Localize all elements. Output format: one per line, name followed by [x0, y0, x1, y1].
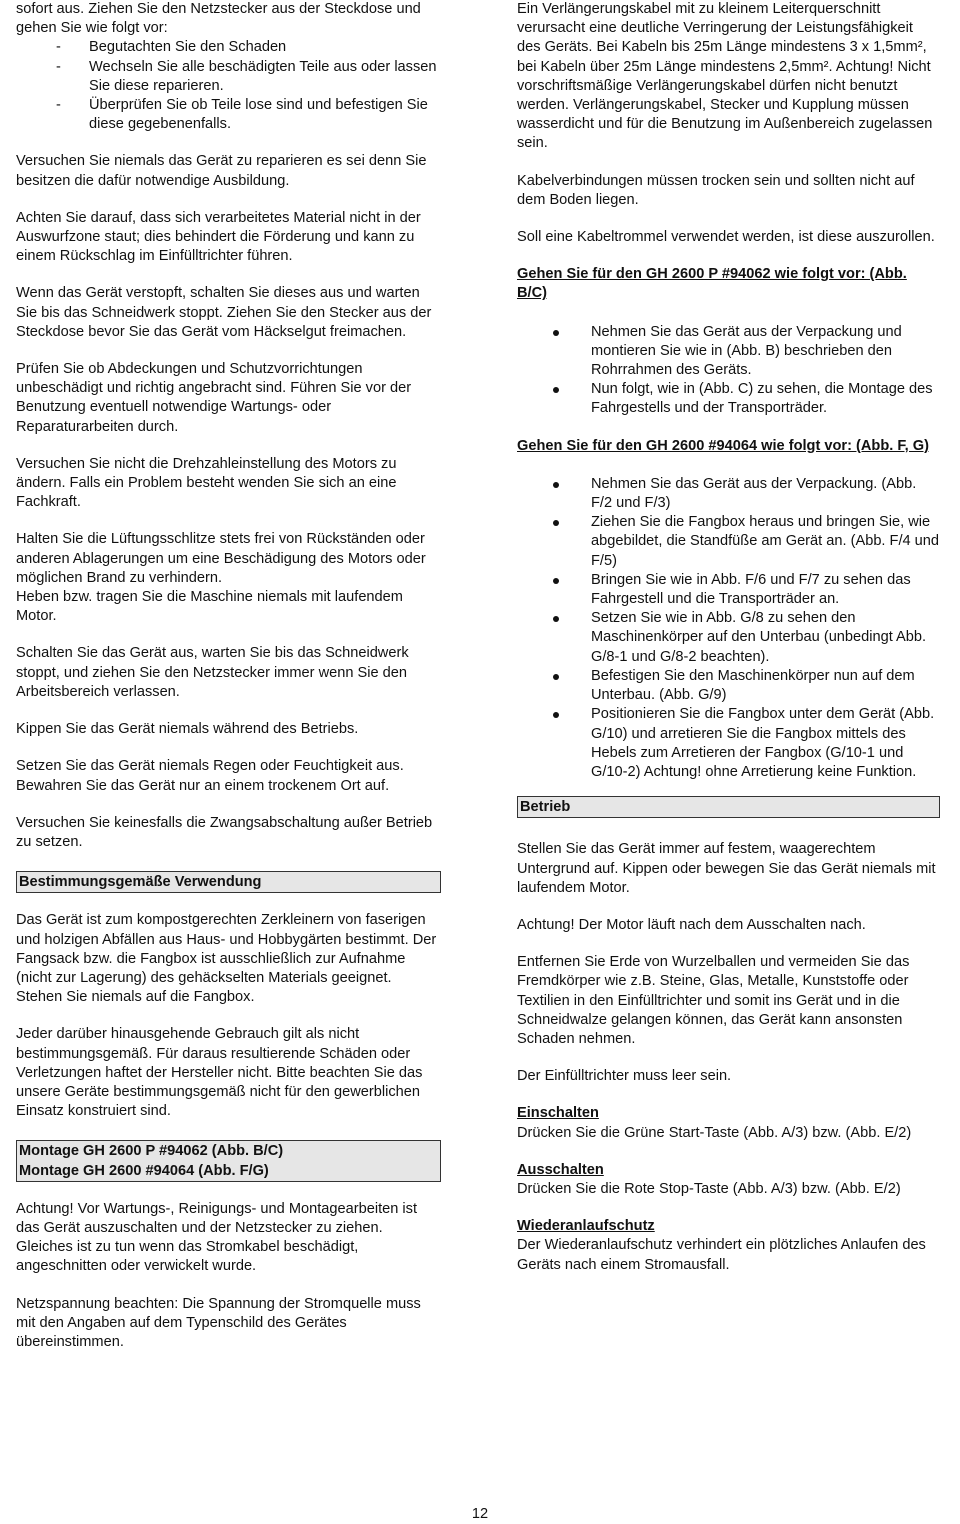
paragraph-purpose: Das Gerät ist zum kompostgerechten Zerkleinern von faserigen und holzigen Abfällen aus Haus- und Hobbygärten bestimmt. Der Fangsack bzw. die Fangbox ist ausschließlich zur Aufnahme (nicht zur Lagerung) des gehäckselten Materials geeignet. Stehen Sie niemals auf die Fangbox. [16, 912, 437, 1006]
heading-restart-protection: Wiederanlaufschutz [517, 1218, 655, 1235]
dash-marker: - [56, 97, 61, 114]
dash-item: - Überprüfen Sie ob Teile lose sind und befestigen Sie diese gegebenenfalls. [56, 97, 428, 133]
steps-94064-list [517, 475, 940, 782]
paragraph-connections: Kabelverbindungen müssen trocken sein und sollten nicht auf dem Boden liegen. [517, 172, 915, 208]
paragraph-cable-reel: Soll eine Kabeltrommel verwendet werden, ist diese auszurollen. [517, 229, 935, 246]
assembly-heading-94062: Montage GH 2600 P #94062 (Abb. B/C) [19, 1143, 284, 1160]
paragraph-extension-cable: Ein Verlängerungskabel mit zu kleinem Leiterquerschnitt verursacht eine deutliche Verringerung der Leistungsfähigkeit des Geräts. Bei Kabeln bis 25m Länge mindestens 3 x 1,5mm², bei Kabeln über 25m Länge mindestens 2,5mm². Achtung! Nicht vorschriftsmäßige Verlängerungskabel dürfen nicht benutzt werden. Verlängerungskabel, Stecker und Kupplung müssen wasserdicht und für die Benutzung im Außenbereich zugelassen sein. [517, 1, 933, 152]
heading-switch-on: Einschalten [517, 1105, 599, 1122]
section-heading-operation: Betrieb [517, 796, 940, 818]
section-heading-use: Bestimmungsgemäße Verwendung [16, 871, 441, 893]
paragraph-clog: Wenn das Gerät verstopft, schalten Sie dieses aus und warten Sie bis das Schneidwerk stoppt. Ziehen Sie den Stecker aus der Steckdose bevor Sie das Gerät vom Häckselgut freimachen. [16, 285, 432, 340]
paragraph-misuse: Jeder darüber hinausgehende Gebrauch gilt als nicht bestimmungsgemäß. Für daraus resultierende Schäden oder Verletzungen haftet der Hersteller nicht. Bitte beachten Sie das unsere Geräte bestimmungsgemäß nicht für den gewerblichen Einsatz konstruiert sind. [16, 1026, 423, 1120]
paragraph-voltage: Netzspannung beachten: Die Spannung der Stromquelle muss mit den Angaben auf dem Typenschild des Gerätes übereinstimmen. [16, 1295, 421, 1350]
paragraph-shutdown: Versuchen Sie keinesfalls die Zwangsabschaltung außer Betrieb zu setzen. [16, 814, 433, 850]
dash-item: - Wechseln Sie alle beschädigten Teile aus oder lassen Sie diese reparieren. [56, 58, 437, 94]
paragraph-covers: Prüfen Sie ob Abdeckungen und Schutzvorrichtungen unbeschädigt und richtig angebracht sind. Führen Sie vor der Benutzung eventuell notwendige Wartungs- oder Reparaturarbeiten durch. [16, 361, 412, 435]
list-item: Befestigen Sie den Maschinenkörper nun auf dem Unterbau. (Abb. G/9) [517, 667, 940, 705]
bullet-icon [553, 674, 559, 680]
paragraph-repair: Versuchen Sie niemals das Gerät zu reparieren es sei denn Sie besitzen die dafür notwendige Ausbildung. [16, 153, 427, 189]
paragraph-ejection: Achten Sie darauf, dass sich verarbeitetes Material nicht in der Auswurfzone staut; dies behindert die Förderung und kann zu einem Rückschlag im Einfülltrichter führen. [16, 209, 421, 265]
bullet-icon [553, 578, 559, 584]
section-heading-assembly [16, 1140, 441, 1181]
heading-94062-steps: Gehen Sie für den GH 2600 P #94062 wie folgt vor: (Abb. B/C) [517, 266, 907, 302]
page-number: 12 [471, 1506, 489, 1522]
bullet-icon [553, 482, 559, 488]
dash-marker: - [56, 39, 61, 56]
paragraph-warning: Achtung! Vor Wartungs-, Reinigungs- und Montagearbeiten ist das Gerät auszuschalten und der Netzstecker zu ziehen. Gleiches ist zu tun wenn das Stromkabel beschädigt, angeschnitten oder verwickelt wurde. [16, 1200, 418, 1275]
paragraph-speed: Versuchen Sie nicht die Drehzahleinstellung des Motors zu ändern. Falls ein Problem besteht wenden Sie sich an eine Fachkraft. [16, 455, 397, 511]
dash-marker: - [56, 58, 61, 75]
bullet-icon [553, 520, 559, 526]
bullet-icon [553, 712, 559, 718]
bullet-icon [553, 330, 559, 336]
dash-item: - Begutachten Sie den Schaden [16, 38, 441, 57]
list-item: Positionieren Sie die Fangbox unter dem Gerät (Abb. G/10) und arretieren Sie die Fangbox mittels des Hebels zum Arretieren der Fangbox (G/10-1 und G/10-2) Achtung! ohne Arretierung keine Funktion. [517, 705, 940, 782]
paragraph-switch-off: Drücken Sie die Rote Stop-Taste (Abb. A/3) bzw. (Abb. E/2) [517, 1180, 901, 1197]
paragraph-restart-protection: Der Wiederanlaufschutz verhindert ein plötzliches Anlaufen des Geräts nach einem Stromausfall. [517, 1237, 926, 1273]
list-item: Bringen Sie wie in Abb. F/6 und F/7 zu sehen das Fahrgestell und die Transporträder an. [517, 571, 940, 609]
heading-94064-steps: Gehen Sie für den GH 2600 #94064 wie folgt vor: (Abb. F, G) [517, 437, 929, 454]
paragraph-rain: Setzen Sie das Gerät niemals Regen oder Feuchtigkeit aus. Bewahren Sie das Gerät nur an einem trockenem Ort auf. [16, 758, 404, 794]
paragraph-foreign-objects: Entfernen Sie Erde von Wurzelballen und vermeiden Sie das Fremdkörper wie z.B. Steine, Glas, Metalle, Kunststoffe oder Textilien in den Einfülltrichter und somit ins Gerät und in die Schneidwalze gelangen können, das Gerät kann ansonsten Schaden nehmen. [517, 954, 910, 1047]
paragraph-motor-runs-on: Achtung! Der Motor läuft nach dem Ausschalten nach. [517, 916, 866, 933]
paragraph-vents: Halten Sie die Lüftungsschlitze stets frei von Rückständen oder anderen Ablagerungen um eine Beschädigung des Motors oder möglichen Brand zu verhindern. [16, 531, 426, 586]
paragraph-tilt: Kippen Sie das Gerät niemals während des Betriebs. [16, 721, 359, 738]
paragraph-switch-on: Drücken Sie die Grüne Start-Taste (Abb. A/3) bzw. (Abb. E/2) [517, 1124, 912, 1141]
paragraph-leave: Schalten Sie das Gerät aus, warten Sie bis das Schneidwerk stoppt, und ziehen Sie den Netzstecker immer wenn Sie den Arbeitsbereich verlassen. [16, 645, 409, 700]
list-item: Nehmen Sie das Gerät aus der Verpackung und montieren Sie wie in (Abb. B) beschrieben den Rohrrahmen des Geräts. [517, 323, 940, 381]
paragraph-hopper-empty: Der Einfülltrichter muss leer sein. [517, 1068, 732, 1085]
bullet-icon [553, 387, 559, 393]
list-item: Nun folgt, wie in (Abb. C) zu sehen, die Montage des Fahrgestells und der Transporträder. [517, 380, 940, 418]
dash-list [16, 38, 441, 134]
list-item: Ziehen Sie die Fangbox heraus und bringen Sie, wie abgebildet, die Standfüße am Gerät an. (Abb. F/4 und F/5) [517, 513, 940, 571]
heading-switch-off: Ausschalten [517, 1161, 604, 1178]
list-item: Setzen Sie wie in Abb. G/8 zu sehen den Maschinenkörper auf den Unterbau (unbedingt Abb. G/8-1 und G/8-2 beachten). [517, 609, 940, 667]
right-column [517, 0, 940, 1275]
paragraph-surface: Stellen Sie das Gerät immer auf festem, waagerechtem Untergrund auf. Kippen oder bewegen Sie das Gerät niemals mit laufendem Motor. [517, 841, 936, 896]
assembly-heading-94064: Montage GH 2600 #94064 (Abb. F/G) [19, 1162, 269, 1179]
intro-paragraph: sofort aus. Ziehen Sie den Netzstecker aus der Steckdose und gehen Sie wie folgt vor: [16, 1, 421, 37]
paragraph-carry: Heben bzw. tragen Sie die Maschine niemals mit laufendem Motor. [16, 589, 403, 625]
list-item: Nehmen Sie das Gerät aus der Verpackung. (Abb. F/2 und F/3) [517, 475, 940, 513]
left-column [16, 0, 441, 1352]
bullet-icon [553, 616, 559, 622]
steps-94062-list [517, 323, 940, 419]
